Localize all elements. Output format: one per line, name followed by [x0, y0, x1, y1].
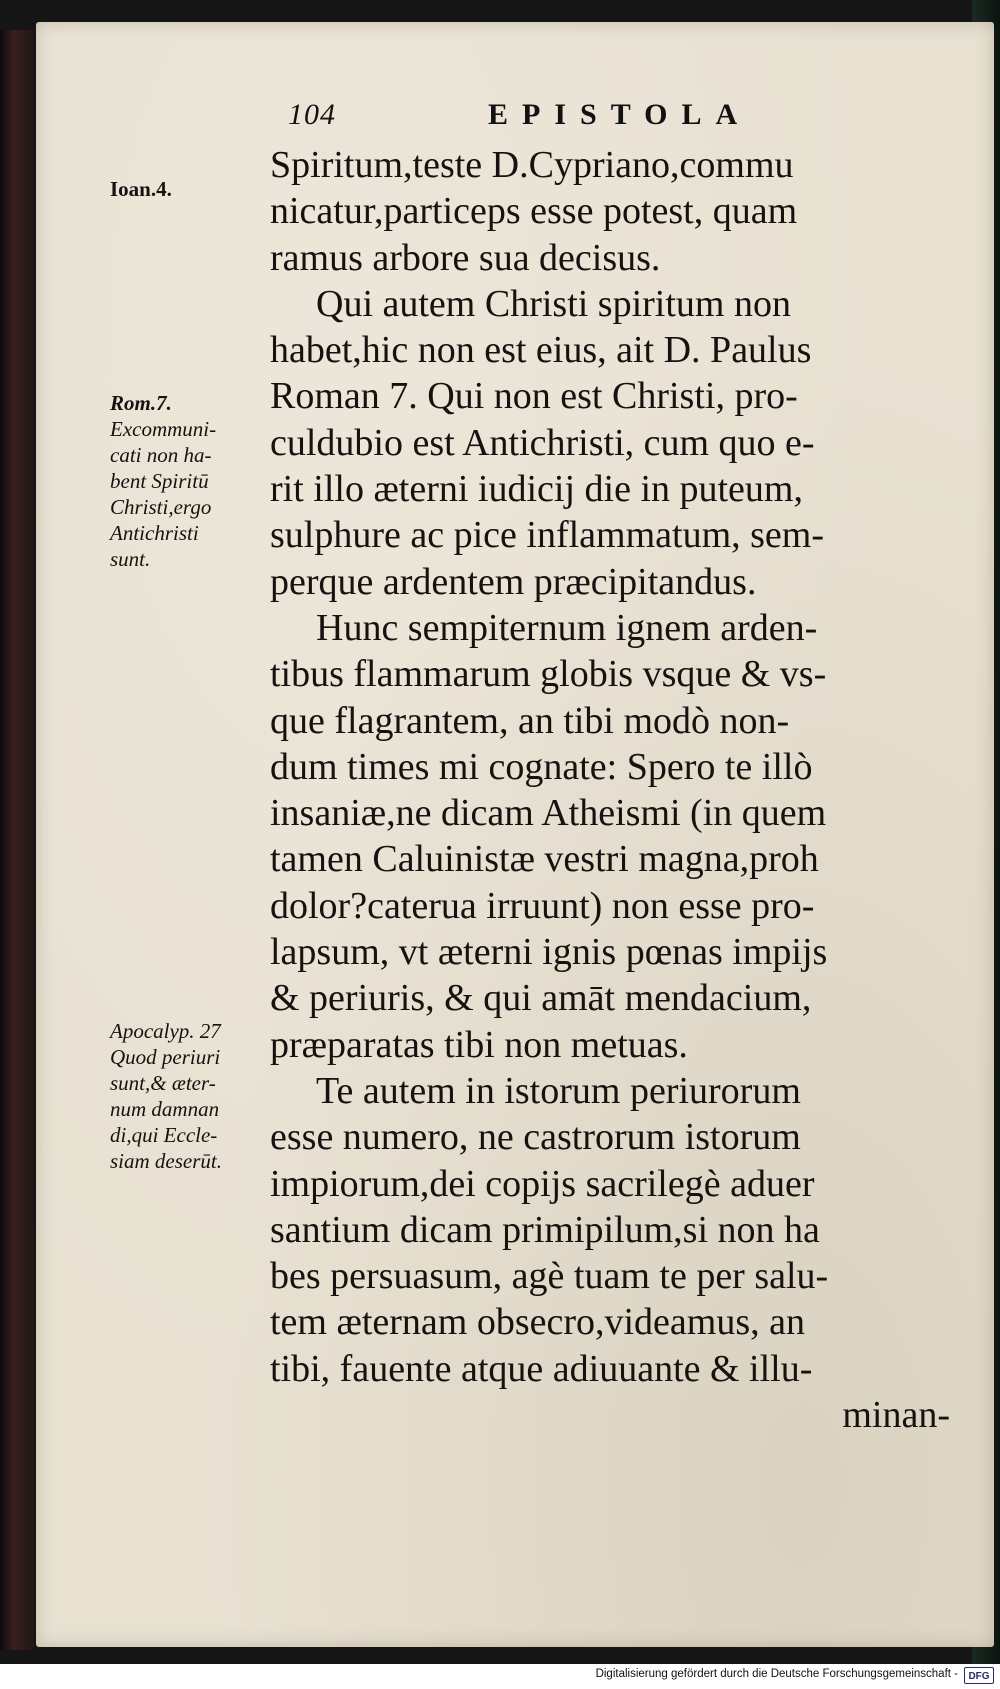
text-line: rit illo æterni iudicij die in puteum,: [270, 468, 803, 511]
margin-note-line: Ioan.4.: [110, 177, 172, 201]
text-line: & periuris, & qui amāt mendacium,: [270, 977, 812, 1020]
text-line: culdubio est Antichristi, cum quo e-: [270, 421, 815, 464]
text-line: præparatas tibi non metuas.: [270, 1023, 688, 1066]
text-line: Hunc sempiternum ignem arden-: [316, 606, 818, 649]
margin-note-line: cati non ha-: [110, 443, 212, 467]
margin-note-line: Excommuni-: [110, 417, 217, 441]
margin-note-line: Rom.7.: [110, 391, 172, 415]
text-line: santium dicam primipilum,si non ha: [270, 1208, 820, 1251]
margin-note-line: Antichristi: [110, 521, 199, 545]
book-left-edge: [0, 30, 34, 1650]
margin-note-ioan: [110, 176, 280, 202]
margin-note-line: sunt,& æter-: [110, 1071, 216, 1095]
text-line: dolor?caterua irruunt) non esse pro-: [270, 884, 815, 927]
text-line: insaniæ,ne dicam Atheismi (in quem: [270, 792, 827, 835]
margin-note-line: Christi,ergo: [110, 495, 212, 519]
page-number: 104: [288, 98, 336, 131]
text-line: Roman 7. Qui non est Christi, pro-: [270, 375, 798, 418]
text-line: Te autem in istorum periurorum: [316, 1069, 801, 1112]
text-line: dum times mi cognate: Spero te illò: [270, 745, 813, 788]
margin-note-line: bent Spiritū: [110, 469, 209, 493]
margin-note-line: siam deserūt.: [110, 1149, 222, 1173]
page-header: [288, 98, 788, 140]
digitization-footer: [0, 1664, 1000, 1689]
running-title: EPISTOLA: [488, 98, 752, 131]
text-line: bes persuasum, agè tuam te per salu-: [270, 1255, 829, 1298]
text-line: Spiritum,teste D.Cypriano,commu: [270, 144, 794, 186]
text-line: sulphure ac pice inflammatum, sem-: [270, 514, 824, 557]
text-line: nicatur,particeps esse potest, quam: [270, 190, 798, 233]
text-line: tibus flammarum globis vsque & vs-: [270, 653, 827, 696]
funding-credit: Digitalisierung gefördert durch die Deutsche Forschungsgemeinschaft -: [595, 1668, 958, 1680]
text-line: lapsum, vt æterni ignis pœnas impijs: [270, 931, 828, 974]
text-line: habet,hic non est eius, ait D. Paulus: [270, 329, 812, 372]
text-line: perque ardentem præcipitandus.: [270, 560, 757, 603]
text-line: tibi, fauente atque adiuuante & illu-: [270, 1347, 813, 1390]
text-line: que flagrantem, an tibi modò non-: [270, 699, 790, 742]
margin-note-rom: [110, 390, 280, 572]
dfg-logo-icon: DFG: [964, 1667, 994, 1684]
text-line: ramus arbore sua decisus.: [270, 236, 661, 279]
margin-note-apocalyp: [110, 1018, 280, 1174]
catchword: minan-: [842, 1394, 950, 1437]
margin-note-line: sunt.: [110, 547, 151, 571]
text-line: tem æternam obsecro,videamus, an: [270, 1301, 806, 1344]
body-text: [270, 142, 960, 1438]
margin-note-line: di,qui Eccle-: [110, 1123, 218, 1147]
margin-note-line: num damnan: [110, 1097, 220, 1121]
text-line: Qui autem Christi spiritum non: [316, 282, 791, 325]
text-line: esse numero, ne castrorum istorum: [270, 1116, 801, 1159]
text-line: impiorum,dei copijs sacrilegè aduer: [270, 1162, 815, 1205]
margin-note-line: Apocalyp. 27: [110, 1019, 221, 1043]
margin-note-line: Quod periuri: [110, 1045, 221, 1069]
text-line: tamen Caluinistæ vestri magna,proh: [270, 838, 819, 881]
